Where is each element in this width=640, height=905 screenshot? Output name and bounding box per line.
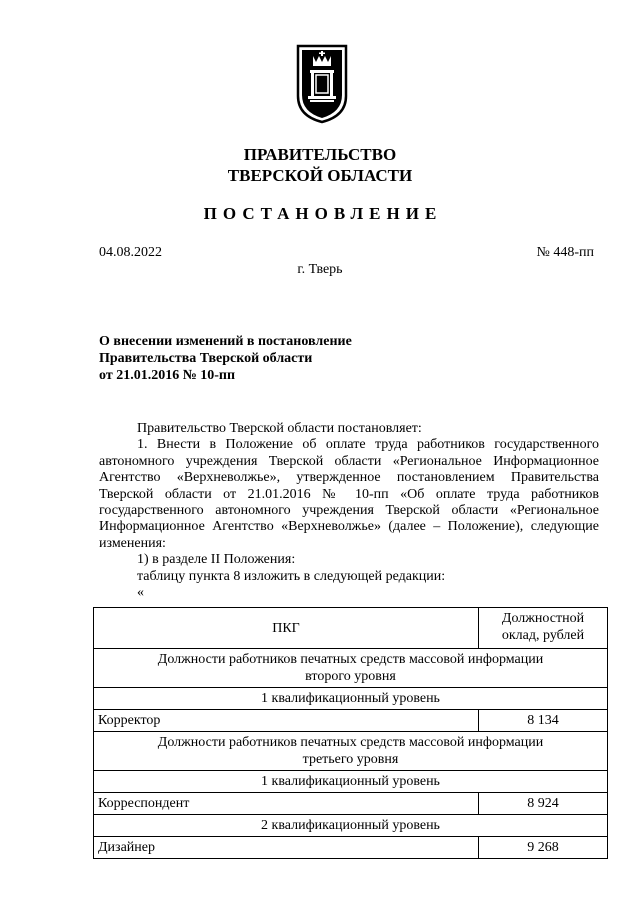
position-salary: 8 134 <box>479 710 608 732</box>
body-item1: 1. Внести в Положение об оплате труда работников государственного автономного учреждения Тверской области «Региональное Информационное Агентство «Верхневолжье», утвержденное постановлением Правительства Тверской области от 21.01.2016 № 10-пп «Об оплате труда работников государственного автономного учреждения Тверской области «Региональное Информационное Агентство «Верхневолжье» (далее – Положение), следующие изменения: <box>99 437 599 551</box>
header-salary-line2: оклад, рублей <box>501 628 585 643</box>
position-name: Корректор <box>94 710 479 732</box>
position-salary: 8 924 <box>479 793 608 815</box>
body-intro: Правительство Тверской области постановляет: <box>137 421 422 436</box>
group1-line2: второго уровня <box>305 669 396 684</box>
position-name: Корреспондент <box>94 793 479 815</box>
table-row <box>94 649 608 688</box>
document-date: 04.08.2022 <box>99 245 162 260</box>
document-type: ПОСТАНОВЛЕНИЕ <box>203 204 443 223</box>
position-salary: 9 268 <box>479 837 608 859</box>
table-row <box>94 815 608 837</box>
group-heading <box>94 649 608 688</box>
org-name-line2: ТВЕРСКОЙ ОБЛАСТИ <box>227 166 413 185</box>
subject-line1: О внесении изменений в постановление <box>99 334 352 349</box>
group2-line1: Должности работников печатных средств массовой информации <box>157 735 544 750</box>
group-heading <box>94 732 608 771</box>
body-sub2: таблицу пункта 8 изложить в следующей редакции: <box>137 568 446 584</box>
qualification-level: 2 квалификационный уровень <box>94 815 608 837</box>
salary-table <box>93 607 608 859</box>
table-row <box>94 793 608 815</box>
body-quote: « <box>137 585 144 601</box>
document-number: № 448-пп <box>536 245 594 260</box>
header-pkg: ПКГ <box>94 608 479 649</box>
subject-line3: от 21.01.2016 № 10-пп <box>99 368 236 383</box>
header-salary <box>479 608 608 649</box>
table-row <box>94 837 608 859</box>
group2-line2: третьего уровня <box>302 752 399 767</box>
document-subject <box>99 333 352 384</box>
table-row <box>94 710 608 732</box>
org-name-line1: ПРАВИТЕЛЬСТВО <box>243 145 397 164</box>
document-body <box>99 421 599 601</box>
table-row <box>94 732 608 771</box>
subject-line2: Правительства Тверской области <box>99 351 313 366</box>
group1-line1: Должности работников печатных средств массовой информации <box>157 652 544 667</box>
body-sub1: 1) в разделе II Положения: <box>137 552 296 568</box>
tver-coat-of-arms-icon <box>296 44 348 124</box>
qualification-level: 1 квалификационный уровень <box>94 771 608 793</box>
table-header-row <box>94 608 608 649</box>
qualification-level: 1 квалификационный уровень <box>94 688 608 710</box>
document-city: г. Тверь <box>297 262 343 277</box>
table-row <box>94 771 608 793</box>
header-salary-line1: Должностной <box>501 611 585 626</box>
table-row <box>94 688 608 710</box>
position-name: Дизайнер <box>94 837 479 859</box>
